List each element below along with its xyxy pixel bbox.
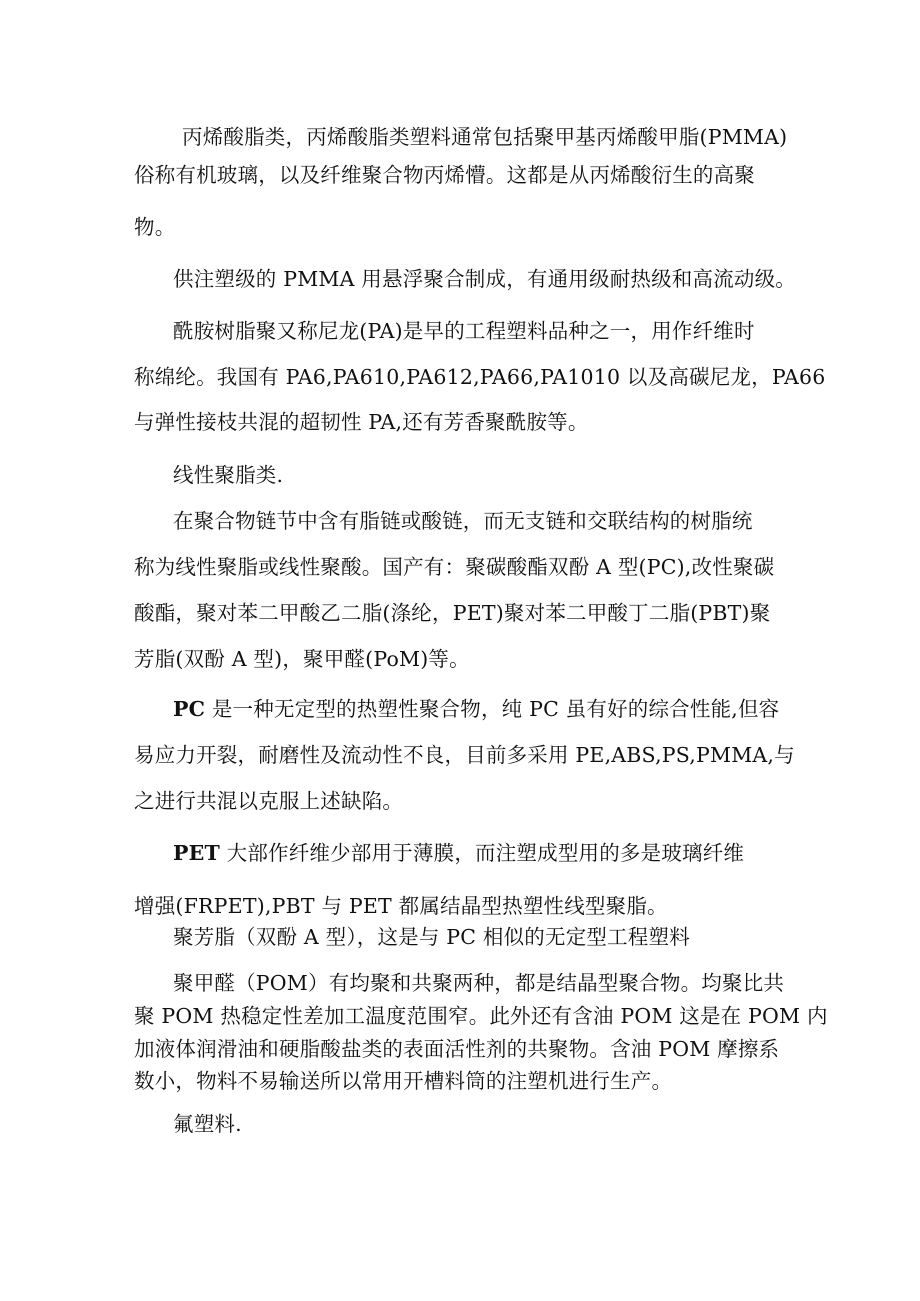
paragraph-line: 加液体润滑油和硬脂酸盐类的表面活性剂的共聚物。含油 POM 摩擦系 [134,1037,780,1061]
paragraph-line: 增强(FRPET),PBT 与 PET 都属结晶型热塑性线型聚脂。 [134,894,668,918]
paragraph-line: 之进行共混以克服上述缺陷。 [134,789,404,813]
paragraph-line: 俗称有机玻璃，以及纤维聚合物丙烯懵。这都是从丙烯酸衍生的高聚 [134,163,755,187]
lead-continuation: 大部作纤维少部用于薄膜，而注塑成型用的多是玻璃纤维 [226,841,745,865]
lead-term: PET [173,841,220,865]
paragraph-line: 易应力开裂，耐磨性及流动性不良，目前多采用 PE,ABS,PS,PMMA,与 [134,743,795,767]
paragraph-line: 酸酯，聚对苯二甲酸乙二脂(涤纶，PET)聚对苯二甲酸丁二脂(PBT)聚 [134,601,771,625]
paragraph-line: 称绵纶。我国有 PA6,PA610,PA612,PA66,PA1010 以及高碳尼龙，PA66 [134,365,826,389]
lead-continuation: 是一种无定型的热塑性聚合物，纯 PC 虽有好的综合性能,但容 [211,697,780,721]
paragraph-line: 芳脂(双酚 A 型)，聚甲醛(PoM)等。 [134,647,470,671]
paragraph-line: 酰胺树脂聚又称尼龙(PA)是早的工程塑料品种之一，用作纤维时 [173,319,755,343]
paragraph-line [173,696,853,722]
paragraph-line: 丙烯酸脂类，丙烯酸脂类塑料通常包括聚甲基丙烯酸甲脂(PMMA) [182,125,788,149]
paragraph-line: 供注塑级的 PMMA 用悬浮聚合制成，有通用级耐热级和高流动级。 [173,267,797,291]
lead-term: PC [173,697,206,721]
paragraph-line: 称为线性聚脂或线性聚酸。国产有：聚碳酸酯双酚 A 型(PC),改性聚碳 [134,555,775,579]
paragraph-line: 物。 [134,215,176,239]
paragraph-line: 聚甲醛（POM）有均聚和共聚两种，都是结晶型聚合物。均聚比共 [173,971,785,995]
paragraph-line: 在聚合物链节中含有脂链或酸链，而无支链和交联结构的树脂统 [173,509,753,533]
paragraph-line: 数小，物料不易输送所以常用开槽料筒的注塑机进行生产。 [134,1069,673,1093]
paragraph-line: 与弹性接枝共混的超韧性 PA,还有芳香聚酰胺等。 [134,410,589,434]
paragraph-line: 聚芳脂（双酚 A 型），这是与 PC 相似的无定型工程塑料 [173,925,690,949]
paragraph-line: 线性聚脂类. [173,463,284,487]
paragraph-line: 氟塑料. [173,1112,242,1136]
paragraph-line [173,840,853,866]
paragraph-line: 聚 POM 热稳定性差加工温度范围窄。此外还有含油 POM 这是在 POM 内 [134,1004,828,1028]
